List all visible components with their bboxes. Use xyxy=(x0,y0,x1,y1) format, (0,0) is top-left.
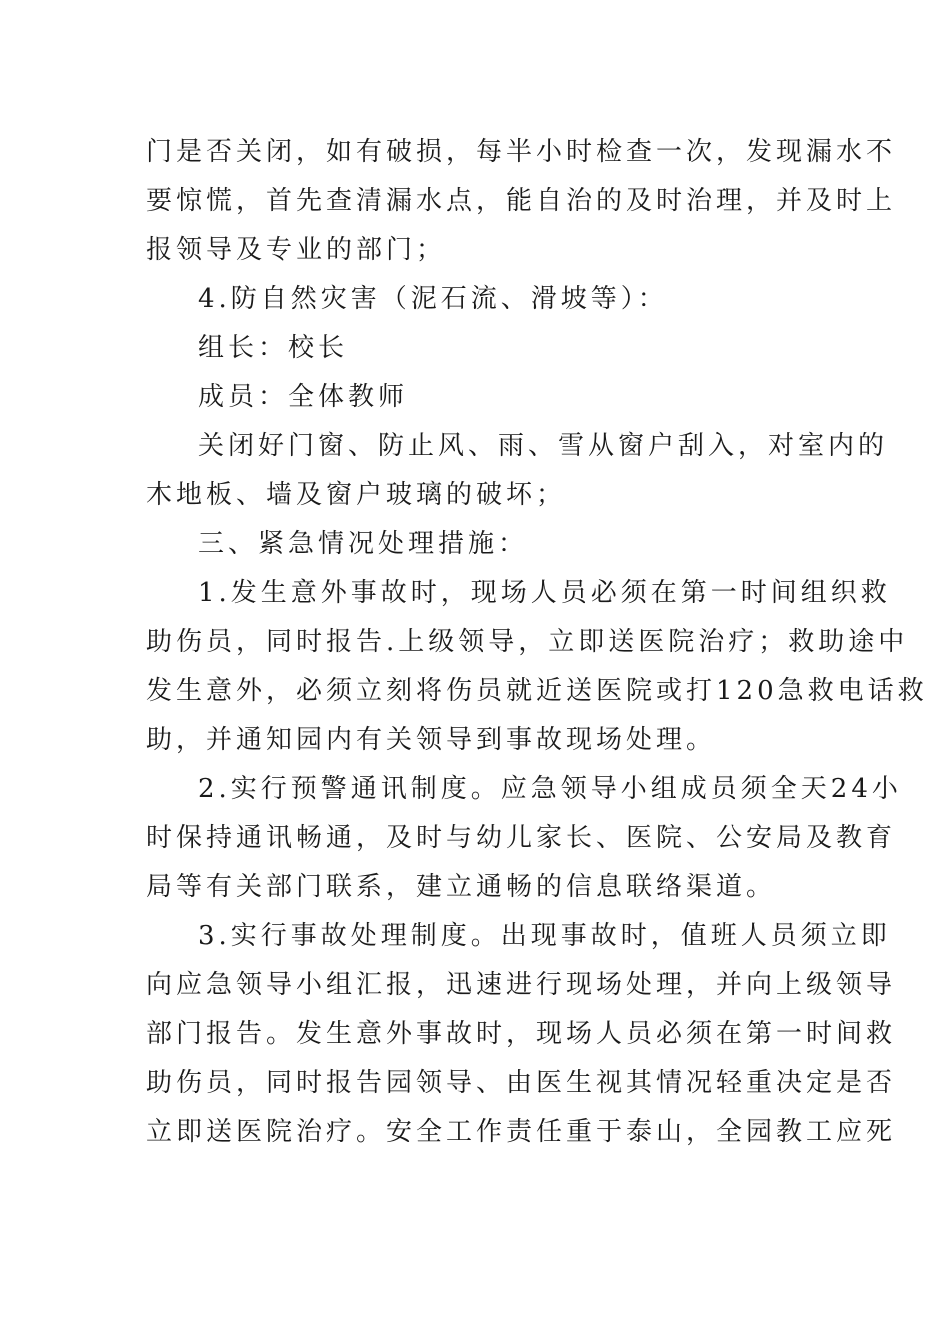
text-line-18: 向应急领导小组汇报，迅速进行现场处理，并向上级领导 xyxy=(146,970,897,1000)
text-line-20: 助伤员，同时报告园领导、由医生视其情况轻重决定是否 xyxy=(146,1068,897,1098)
text-line-11: 助伤员，同时报告.上级领导，立即送医院治疗；救助途中 xyxy=(146,627,909,657)
text-line-group-leader: 组长：校长 xyxy=(198,333,349,363)
text-line-15: 时保持通讯畅通，及时与幼儿家长、医院、公安局及教育 xyxy=(146,823,897,853)
text-line-13: 助，并通知园内有关领导到事故现场处理。 xyxy=(146,725,717,755)
text-line-8: 木地板、墙及窗户玻璃的破坏； xyxy=(146,480,567,510)
text-line-2: 要惊慌，首先查清漏水点，能自治的及时治理，并及时上 xyxy=(146,186,897,216)
section-heading-natural-disaster: 4.防自然灾害（泥石流、滑坡等）： xyxy=(198,284,668,314)
text-line-7: 关闭好门窗、防止风、雨、雪从窗户刮入，对室内的 xyxy=(198,431,889,461)
text-line-1: 门是否关闭，如有破损，每半小时检查一次，发现漏水不 xyxy=(146,137,897,167)
text-line-19: 部门报告。发生意外事故时，现场人员必须在第一时间救 xyxy=(146,1019,897,1049)
text-line-3: 报领导及专业的部门； xyxy=(146,235,447,265)
document-body xyxy=(146,128,928,1157)
text-line-17: 3.实行事故处理制度。出现事故时，值班人员须立即 xyxy=(198,921,891,951)
text-line-21: 立即送医院治疗。安全工作责任重于泰山，全园教工应死 xyxy=(146,1117,897,1147)
text-line-16: 局等有关部门联系，建立通畅的信息联络渠道。 xyxy=(146,872,777,902)
text-line-12: 发生意外，必须立刻将伤员就近送医院或打120急救电话救 xyxy=(146,676,928,706)
text-line-14: 2.实行预警通讯制度。应急领导小组成员须全天24小 xyxy=(198,774,902,804)
text-line-members: 成员：全体教师 xyxy=(198,382,409,412)
text-line-10: 1.发生意外事故时，现场人员必须在第一时间组织救 xyxy=(198,578,891,608)
section-heading-emergency-measures: 三、紧急情况处理措施： xyxy=(198,529,529,559)
